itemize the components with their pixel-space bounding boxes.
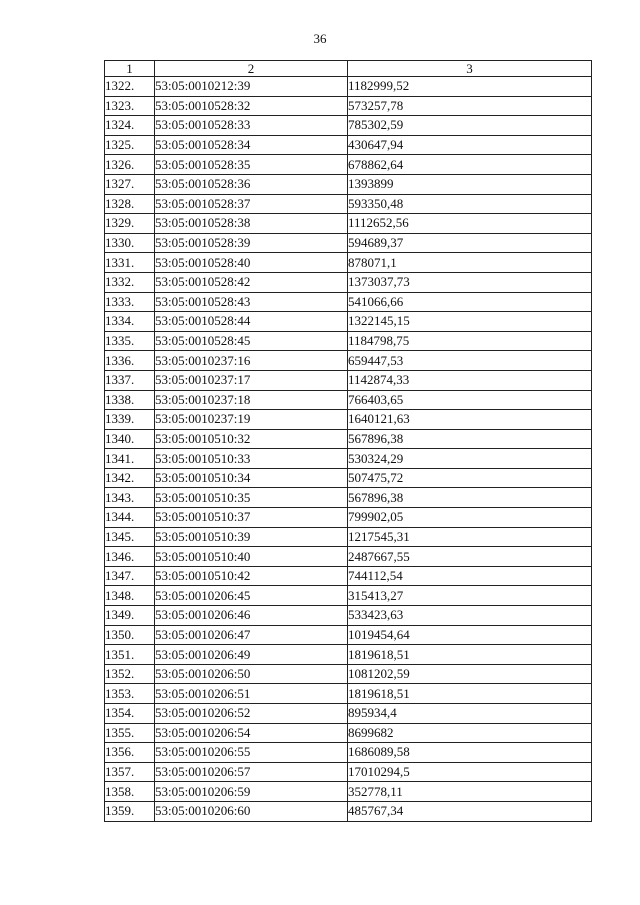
value-cell: 315413,27 [348,586,592,606]
table-row [105,723,592,743]
cadastral-number: 53:05:0010206:54 [155,723,348,743]
row-number: 1329. [105,214,155,234]
table-row [105,743,592,763]
table-row [105,625,592,645]
cadastral-number: 53:05:0010510:35 [155,488,348,508]
row-number: 1357. [105,762,155,782]
row-number: 1338. [105,390,155,410]
row-number: 1348. [105,586,155,606]
cadastral-number: 53:05:0010237:19 [155,410,348,430]
cadastral-number: 53:05:0010206:50 [155,664,348,684]
row-number: 1349. [105,606,155,626]
value-cell: 1112652,56 [348,214,592,234]
value-cell: 593350,48 [348,194,592,214]
cadastral-number: 53:05:0010206:57 [155,762,348,782]
row-number: 1353. [105,684,155,704]
value-cell: 1217545,31 [348,527,592,547]
row-number: 1322. [105,77,155,97]
row-number: 1355. [105,723,155,743]
table-row [105,684,592,704]
table-row [105,331,592,351]
value-cell: 1819618,51 [348,645,592,665]
value-cell: 878071,1 [348,253,592,273]
table-row [105,116,592,136]
table-row [105,370,592,390]
value-cell: 1373037,73 [348,272,592,292]
cadastral-number: 53:05:0010212:39 [155,77,348,97]
cadastral-number: 53:05:0010237:17 [155,370,348,390]
table-row [105,468,592,488]
value-cell: 895934,4 [348,704,592,724]
cadastral-number: 53:05:0010528:34 [155,135,348,155]
cadastral-number: 53:05:0010528:45 [155,331,348,351]
cadastral-number: 53:05:0010206:52 [155,704,348,724]
value-cell: 8699682 [348,723,592,743]
cadastral-number: 53:05:0010206:49 [155,645,348,665]
table-row [105,429,592,449]
value-cell: 1640121,63 [348,410,592,430]
cadastral-number: 53:05:0010237:18 [155,390,348,410]
table-row [105,801,592,821]
row-number: 1335. [105,331,155,351]
value-cell: 530324,29 [348,449,592,469]
value-cell: 352778,11 [348,782,592,802]
cadastral-number: 53:05:0010528:40 [155,253,348,273]
table-row [105,606,592,626]
row-number: 1352. [105,664,155,684]
table-row [105,233,592,253]
value-cell: 1322145,15 [348,312,592,332]
row-number: 1345. [105,527,155,547]
value-cell: 1182999,52 [348,77,592,97]
cadastral-number: 53:05:0010206:45 [155,586,348,606]
value-cell: 573257,78 [348,96,592,116]
row-number: 1347. [105,566,155,586]
cadastral-number: 53:05:0010528:43 [155,292,348,312]
data-table [104,60,592,822]
table-row [105,390,592,410]
table-row [105,77,592,97]
table-row [105,135,592,155]
table-row [105,194,592,214]
cadastral-number: 53:05:0010206:59 [155,782,348,802]
table-row [105,645,592,665]
table-row [105,449,592,469]
value-cell: 1081202,59 [348,664,592,684]
row-number: 1339. [105,410,155,430]
value-cell: 678862,64 [348,155,592,175]
column-header-2: 2 [155,61,348,77]
value-cell: 1686089,58 [348,743,592,763]
page-number: 36 [313,31,327,46]
cadastral-number: 53:05:0010528:35 [155,155,348,175]
row-number: 1350. [105,625,155,645]
row-number: 1334. [105,312,155,332]
row-number: 1341. [105,449,155,469]
cadastral-number: 53:05:0010510:33 [155,449,348,469]
table-row [105,96,592,116]
table-row [105,547,592,567]
row-number: 1326. [105,155,155,175]
table-row [105,410,592,430]
row-number: 1342. [105,468,155,488]
value-cell: 1819618,51 [348,684,592,704]
column-header-1: 1 [105,61,155,77]
table-row [105,155,592,175]
cadastral-number: 53:05:0010237:16 [155,351,348,371]
value-cell: 485767,34 [348,801,592,821]
value-cell: 799902,05 [348,508,592,528]
value-cell: 766403,65 [348,390,592,410]
cadastral-number: 53:05:0010510:42 [155,566,348,586]
value-cell: 533423,63 [348,606,592,626]
table-row [105,272,592,292]
row-number: 1327. [105,174,155,194]
value-cell: 1019454,64 [348,625,592,645]
cadastral-number: 53:05:0010206:46 [155,606,348,626]
table-row [105,312,592,332]
value-cell: 17010294,5 [348,762,592,782]
table-row [105,566,592,586]
row-number: 1337. [105,370,155,390]
column-header-3: 3 [348,61,592,77]
row-number: 1333. [105,292,155,312]
table-row [105,527,592,547]
value-cell: 1142874,33 [348,370,592,390]
cadastral-number: 53:05:0010206:47 [155,625,348,645]
row-number: 1351. [105,645,155,665]
table-row [105,351,592,371]
cadastral-number: 53:05:0010510:32 [155,429,348,449]
row-number: 1332. [105,272,155,292]
row-number: 1340. [105,429,155,449]
cadastral-number: 53:05:0010528:38 [155,214,348,234]
value-cell: 1393899 [348,174,592,194]
table-row [105,586,592,606]
cadastral-number: 53:05:0010528:33 [155,116,348,136]
cadastral-number: 53:05:0010528:42 [155,272,348,292]
row-number: 1356. [105,743,155,763]
table-row [105,488,592,508]
table-row [105,174,592,194]
table-row [105,704,592,724]
table-body [105,77,592,822]
value-cell: 567896,38 [348,488,592,508]
row-number: 1343. [105,488,155,508]
cadastral-number: 53:05:0010528:39 [155,233,348,253]
cadastral-number: 53:05:0010528:32 [155,96,348,116]
cadastral-number: 53:05:0010510:39 [155,527,348,547]
table-row [105,214,592,234]
row-number: 1331. [105,253,155,273]
row-number: 1323. [105,96,155,116]
value-cell: 744112,54 [348,566,592,586]
row-number: 1325. [105,135,155,155]
value-cell: 2487667,55 [348,547,592,567]
row-number: 1324. [105,116,155,136]
table-row [105,782,592,802]
cadastral-number: 53:05:0010528:44 [155,312,348,332]
cadastral-number: 53:05:0010510:40 [155,547,348,567]
row-number: 1328. [105,194,155,214]
value-cell: 541066,66 [348,292,592,312]
row-number: 1354. [105,704,155,724]
value-cell: 430647,94 [348,135,592,155]
row-number: 1336. [105,351,155,371]
cadastral-number: 53:05:0010528:37 [155,194,348,214]
value-cell: 659447,53 [348,351,592,371]
value-cell: 1184798,75 [348,331,592,351]
value-cell: 507475,72 [348,468,592,488]
value-cell: 594689,37 [348,233,592,253]
value-cell: 785302,59 [348,116,592,136]
table-row [105,508,592,528]
value-cell: 567896,38 [348,429,592,449]
table-row [105,292,592,312]
row-number: 1359. [105,801,155,821]
row-number: 1344. [105,508,155,528]
table-row [105,664,592,684]
cadastral-number: 53:05:0010206:55 [155,743,348,763]
cadastral-number: 53:05:0010528:36 [155,174,348,194]
table-header-row [105,61,592,77]
table-row [105,762,592,782]
cadastral-number: 53:05:0010206:60 [155,801,348,821]
row-number: 1330. [105,233,155,253]
row-number: 1346. [105,547,155,567]
cadastral-number: 53:05:0010206:51 [155,684,348,704]
table-row [105,253,592,273]
cadastral-number: 53:05:0010510:34 [155,468,348,488]
cadastral-number: 53:05:0010510:37 [155,508,348,528]
row-number: 1358. [105,782,155,802]
